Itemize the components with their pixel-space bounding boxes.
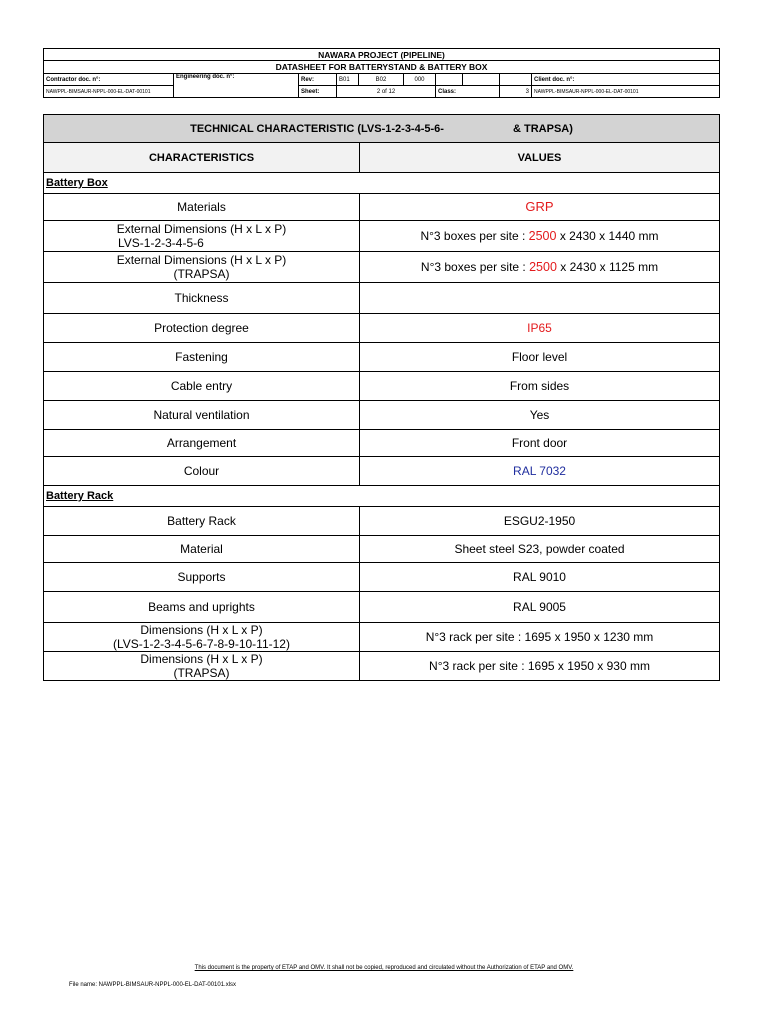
colour-label: Colour [44,457,360,486]
redacted-block [444,123,510,135]
ext-dim-trapsa-label-line1: External Dimensions (H x L x P) [116,253,287,267]
rack-dim-trapsa-label-line1: Dimensions (H x L x P) [140,652,263,666]
ventilation-label: Natural ventilation [44,401,360,430]
rack-dim-lvs-value: N°3 rack per site : 1695 x 1950 x 1230 mm [360,623,720,652]
arrangement-label: Arrangement [44,430,360,457]
battery-rack-value: ESGU2-1950 [360,507,720,536]
engineering-doc-cell [174,74,299,98]
rack-dim-trapsa-label [44,652,360,681]
sheet-value: 2 of 12 [337,86,436,98]
ext-dim-trapsa-prefix: N°3 boxes per site : [420,260,526,274]
client-doc-label: Client doc. n°: [532,74,720,86]
rack-dim-trapsa-label-line2: (TRAPSA) [173,666,230,680]
section-battery-rack: Battery Rack [44,486,720,507]
ext-dim-lvs-suffix: x 2430 x 1440 mm [559,229,659,243]
rack-dim-lvs-label-line2: (LVS-1-2-3-4-5-6-7-8-9-10-11-12) [113,637,290,651]
column-header-characteristics: CHARACTERISTICS [44,143,360,173]
ext-dim-lvs-label [44,221,360,252]
section-battery-box: Battery Box [44,173,720,194]
sheet-label: Sheet: [299,86,337,98]
table-title-prefix: TECHNICAL CHARACTERISTIC (LVS-1-2-3-4-5-6- [190,122,444,135]
cable-entry-label: Cable entry [44,372,360,401]
supports-label: Supports [44,563,360,592]
client-doc-value: NAWPPL-BIMSAUR-NPPL-000-EL-DAT-00101 [532,86,720,98]
file-name: File name: NAWPPL-BIMSAUR-NPPL-000-EL-DAT-00101.xlsx [69,982,237,988]
ext-dim-lvs-value [360,221,720,252]
table-title [44,115,720,143]
beams-label: Beams and uprights [44,592,360,623]
protection-value: IP65 [360,314,720,343]
ext-dim-trapsa-height: 2500 [529,260,557,274]
document-header [43,48,720,98]
ext-dim-trapsa-suffix: x 2430 x 1125 mm [560,260,659,274]
column-header-values: VALUES [360,143,720,173]
rev-value-1: B01 [337,74,359,86]
contractor-doc-value: NAWPPL-BIMSAUR-NPPL-000-EL-DAT-00101 [44,86,174,98]
rev-value-4 [436,74,463,86]
rev-value-2: B02 [359,74,404,86]
fastening-label: Fastening [44,343,360,372]
engineering-doc-label: Engineering doc. n°: [176,74,235,80]
ext-dim-lvs-label-line2: LVS-1-2-3-4-5-6 [118,236,204,250]
ventilation-value: Yes [360,401,720,430]
ext-dim-lvs-prefix: N°3 boxes per site : [420,229,526,243]
table-title-suffix: & TRAPSA) [513,122,573,135]
materials-label: Materials [44,194,360,221]
rev-value-3: 000 [404,74,436,86]
beams-value: RAL 9005 [360,592,720,623]
project-name: NAWARA PROJECT (PIPELINE) [44,49,720,61]
ext-dim-trapsa-value [360,252,720,283]
ext-dim-trapsa-label-line2: (TRAPSA) [173,267,230,281]
rev-spacer [500,74,532,86]
class-value: 3 [500,86,532,98]
property-disclaimer: This document is the property of ETAP and OMV. It shall not be copied, reproduced and circulated without the Authorization of ETAP and OMV. [194,965,574,971]
materials-value: GRP [360,194,720,221]
rack-material-value: Sheet steel S23, powder coated [360,536,720,563]
cable-entry-value: From sides [360,372,720,401]
supports-value: RAL 9010 [360,563,720,592]
rack-dim-lvs-label-line1: Dimensions (H x L x P) [140,623,263,637]
contractor-doc-label: Contractor doc. n°: [44,74,174,86]
rack-dim-lvs-label [44,623,360,652]
rev-value-5 [463,74,500,86]
ext-dim-lvs-height: 2500 [528,229,557,243]
battery-rack-label: Battery Rack [44,507,360,536]
class-label: Class: [436,86,500,98]
rev-label: Rev: [299,74,337,86]
thickness-value [360,283,720,314]
protection-label: Protection degree [44,314,360,343]
thickness-label: Thickness [44,283,360,314]
rack-material-label: Material [44,536,360,563]
document-title: DATASHEET FOR BATTERYSTAND & BATTERY BOX [44,61,720,74]
arrangement-value: Front door [360,430,720,457]
technical-characteristics-table [43,114,720,681]
rack-dim-trapsa-value: N°3 rack per site : 1695 x 1950 x 930 mm [360,652,720,681]
colour-value: RAL 7032 [360,457,720,486]
ext-dim-trapsa-label [44,252,360,283]
fastening-value: Floor level [360,343,720,372]
ext-dim-lvs-label-line1: External Dimensions (H x L x P) [116,222,287,236]
